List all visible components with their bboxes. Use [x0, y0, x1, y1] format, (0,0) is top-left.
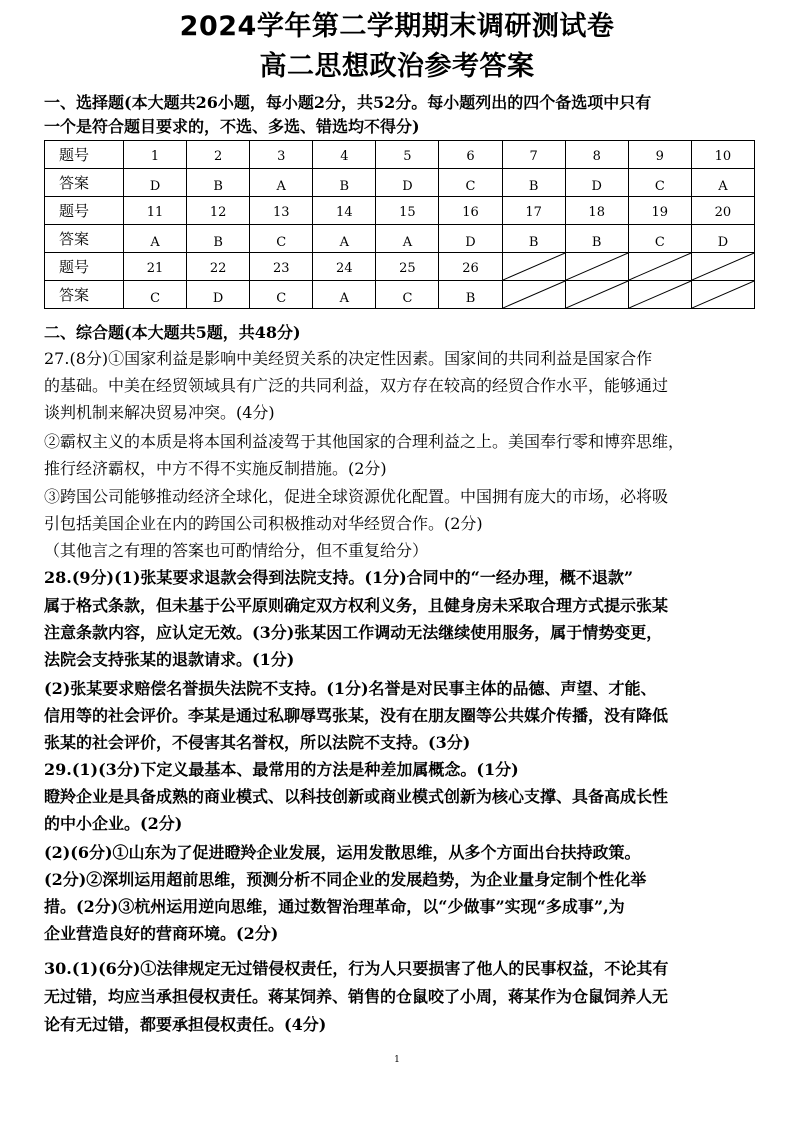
question-number-cell: 21 [124, 253, 187, 281]
q30-line: 论有无过错，都要承担侵权责任。(4分) [44, 1015, 327, 1034]
page-title: 2024学年第二学期期末调研测试卷 [179, 11, 615, 42]
question-number-cell: 9 [628, 141, 691, 169]
empty-cell [502, 253, 565, 281]
answer-cell: B [502, 169, 565, 197]
row-label-answer: 答案 [45, 169, 124, 197]
answer-cell: D [691, 225, 754, 253]
question-number-cell: 11 [124, 197, 187, 225]
answer-cell: C [250, 281, 313, 309]
q29-line: 29.(1)(3分)下定义最基本、最常用的方法是种差加属概念。(1分) [44, 760, 519, 779]
q29-line: 瞪羚企业是具备成熟的商业模式、以科技创新或商业模式创新为核心支撑、具备高成长性 [44, 787, 669, 806]
question-number-cell: 13 [250, 197, 313, 225]
question-number-cell: 10 [691, 141, 754, 169]
q27-note: （其他言之有理的答案也可酌情给分，但不重复给分） [44, 541, 429, 560]
answer-cell: D [376, 169, 439, 197]
answer-cell: B [187, 169, 250, 197]
answer-cell: A [691, 169, 754, 197]
q27-line: ②霸权主义的本质是将本国利益凌驾于其他国家的合理利益之上。美国奉行零和博弈思维， [44, 432, 685, 451]
question-number-cell: 17 [502, 197, 565, 225]
empty-cell [691, 281, 754, 309]
section1-heading: 一、选择题(本大题共26小题，每小题2分，共52分。每小题列出的四个备选项中只有 [44, 93, 652, 112]
question-number-row [45, 141, 755, 169]
answer-cell: A [313, 281, 376, 309]
question-number-cell: 22 [187, 253, 250, 281]
q30-line: 30.(1)(6分)①法律规定无过错侵权责任，行为人只要损害了他人的民事权益，不论其有 [44, 959, 669, 978]
q29-line: 企业营造良好的营商环境。(2分) [44, 924, 279, 943]
diagonal-strike [629, 253, 691, 280]
q27-line: 谈判机制来解决贸易冲突。(4分) [44, 403, 275, 422]
page-number: 1 [394, 1055, 400, 1065]
empty-cell [565, 281, 628, 309]
answer-row [45, 169, 755, 197]
answer-cell: D [565, 169, 628, 197]
diagonal-strike [503, 281, 565, 308]
diagonal-strike [629, 281, 691, 308]
q30-line: 无过错，均应当承担侵权责任。蒋某饲养、销售的仓鼠咬了小周，蒋某作为仓鼠饲养人无 [44, 987, 669, 1006]
answer-cell: B [313, 169, 376, 197]
q28-line: 信用等的社会评价。李某是通过私聊辱骂张某，没有在朋友圈等公共媒介传播，没有降低 [44, 706, 669, 725]
question-number-row [45, 197, 755, 225]
question-number-cell: 7 [502, 141, 565, 169]
question-number-cell: 6 [439, 141, 502, 169]
q29-line: 措。(2分)③杭州运用逆向思维，通过数智治理革命，以“少做事”实现“多成事”,为 [44, 897, 625, 916]
answer-table [44, 140, 755, 309]
q29-line: (2)(6分)①山东为了促进瞪羚企业发展，运用发散思维，从多个方面出台扶持政策。 [44, 843, 641, 862]
question-number-cell: 3 [250, 141, 313, 169]
empty-cell [628, 281, 691, 309]
question-number-cell: 18 [565, 197, 628, 225]
page-subtitle: 高二思想政治参考答案 [259, 51, 535, 82]
section1-heading-cont: 一个是符合题目要求的，不选、多选、错选均不得分) [44, 117, 420, 136]
q28-line: 属于格式条款，但未基于公平原则确定双方权利义务，且健身房未采取合理方式提示张某 [44, 596, 669, 615]
answer-cell: B [439, 281, 502, 309]
answer-cell: C [439, 169, 502, 197]
answer-cell: D [124, 169, 187, 197]
q28-line: 注意条款内容，应认定无效。(3分)张某因工作调动无法继续使用服务，属于情势变更， [44, 623, 663, 642]
row-label-question: 题号 [45, 141, 124, 169]
answer-cell: C [376, 281, 439, 309]
answer-cell: C [250, 225, 313, 253]
answer-cell: A [250, 169, 313, 197]
question-number-cell: 25 [376, 253, 439, 281]
answer-row [45, 281, 755, 309]
empty-cell [691, 253, 754, 281]
question-number-cell: 12 [187, 197, 250, 225]
section2-heading: 二、综合题(本大题共5题，共48分) [44, 323, 301, 342]
answer-cell: B [187, 225, 250, 253]
diagonal-strike [566, 281, 628, 308]
q28-line: 法院会支持张某的退款请求。(1分) [44, 650, 295, 669]
empty-cell [502, 281, 565, 309]
answer-cell: C [628, 169, 691, 197]
q27-line: 27.(8分)①国家利益是影响中美经贸关系的决定性因素。国家间的共同利益是国家合作 [44, 349, 653, 368]
question-number-cell: 20 [691, 197, 754, 225]
q27-line: 的基础。中美在经贸领域具有广泛的共同利益，双方存在较高的经贸合作水平，能够通过 [44, 376, 669, 395]
answer-cell: A [124, 225, 187, 253]
question-number-cell: 4 [313, 141, 376, 169]
question-number-cell: 16 [439, 197, 502, 225]
question-number-cell: 24 [313, 253, 376, 281]
empty-cell [628, 253, 691, 281]
question-number-cell: 14 [313, 197, 376, 225]
answer-row [45, 225, 755, 253]
question-number-cell: 23 [250, 253, 313, 281]
q27-line: ③跨国公司能够推动经济全球化，促进全球资源优化配置。中国拥有庞大的市场，必将吸 [44, 487, 669, 506]
question-number-cell: 1 [124, 141, 187, 169]
question-number-row [45, 253, 755, 281]
diagonal-strike [692, 281, 754, 308]
answer-cell: C [124, 281, 187, 309]
answer-cell: D [187, 281, 250, 309]
q28-line: (2)张某要求赔偿名誉损失法院不支持。(1分)名誉是对民事主体的品德、声望、才能、 [44, 679, 657, 698]
question-number-cell: 5 [376, 141, 439, 169]
diagonal-strike [692, 253, 754, 280]
question-number-cell: 19 [628, 197, 691, 225]
diagonal-strike [566, 253, 628, 280]
question-number-cell: 26 [439, 253, 502, 281]
q27-line: 推行经济霸权，中方不得不实施反制措施。(2分) [44, 459, 387, 478]
answer-cell: B [565, 225, 628, 253]
q29-line: (2分)②深圳运用超前思维，预测分析不同企业的发展趋势，为企业量身定制个性化举 [44, 870, 647, 889]
question-number-cell: 8 [565, 141, 628, 169]
q28-line: 张某的社会评价，不侵害其名誉权，所以法院不支持。(3分) [44, 733, 471, 752]
answer-cell: C [628, 225, 691, 253]
answer-cell: D [439, 225, 502, 253]
row-label-question: 题号 [45, 253, 124, 281]
q27-line: 引包括美国企业在内的跨国公司积极推动对华经贸合作。(2分) [44, 514, 483, 533]
answer-cell: B [502, 225, 565, 253]
answer-cell: A [313, 225, 376, 253]
q29-line: 的中小企业。(2分) [44, 814, 183, 833]
answer-cell: A [376, 225, 439, 253]
empty-cell [565, 253, 628, 281]
question-number-cell: 15 [376, 197, 439, 225]
row-label-answer: 答案 [45, 281, 124, 309]
q28-line: 28.(9分)(1)张某要求退款会得到法院支持。(1分)合同中的“一经办理，概不退款” [44, 568, 634, 587]
question-number-cell: 2 [187, 141, 250, 169]
diagonal-strike [503, 253, 565, 280]
row-label-answer: 答案 [45, 225, 124, 253]
row-label-question: 题号 [45, 197, 124, 225]
